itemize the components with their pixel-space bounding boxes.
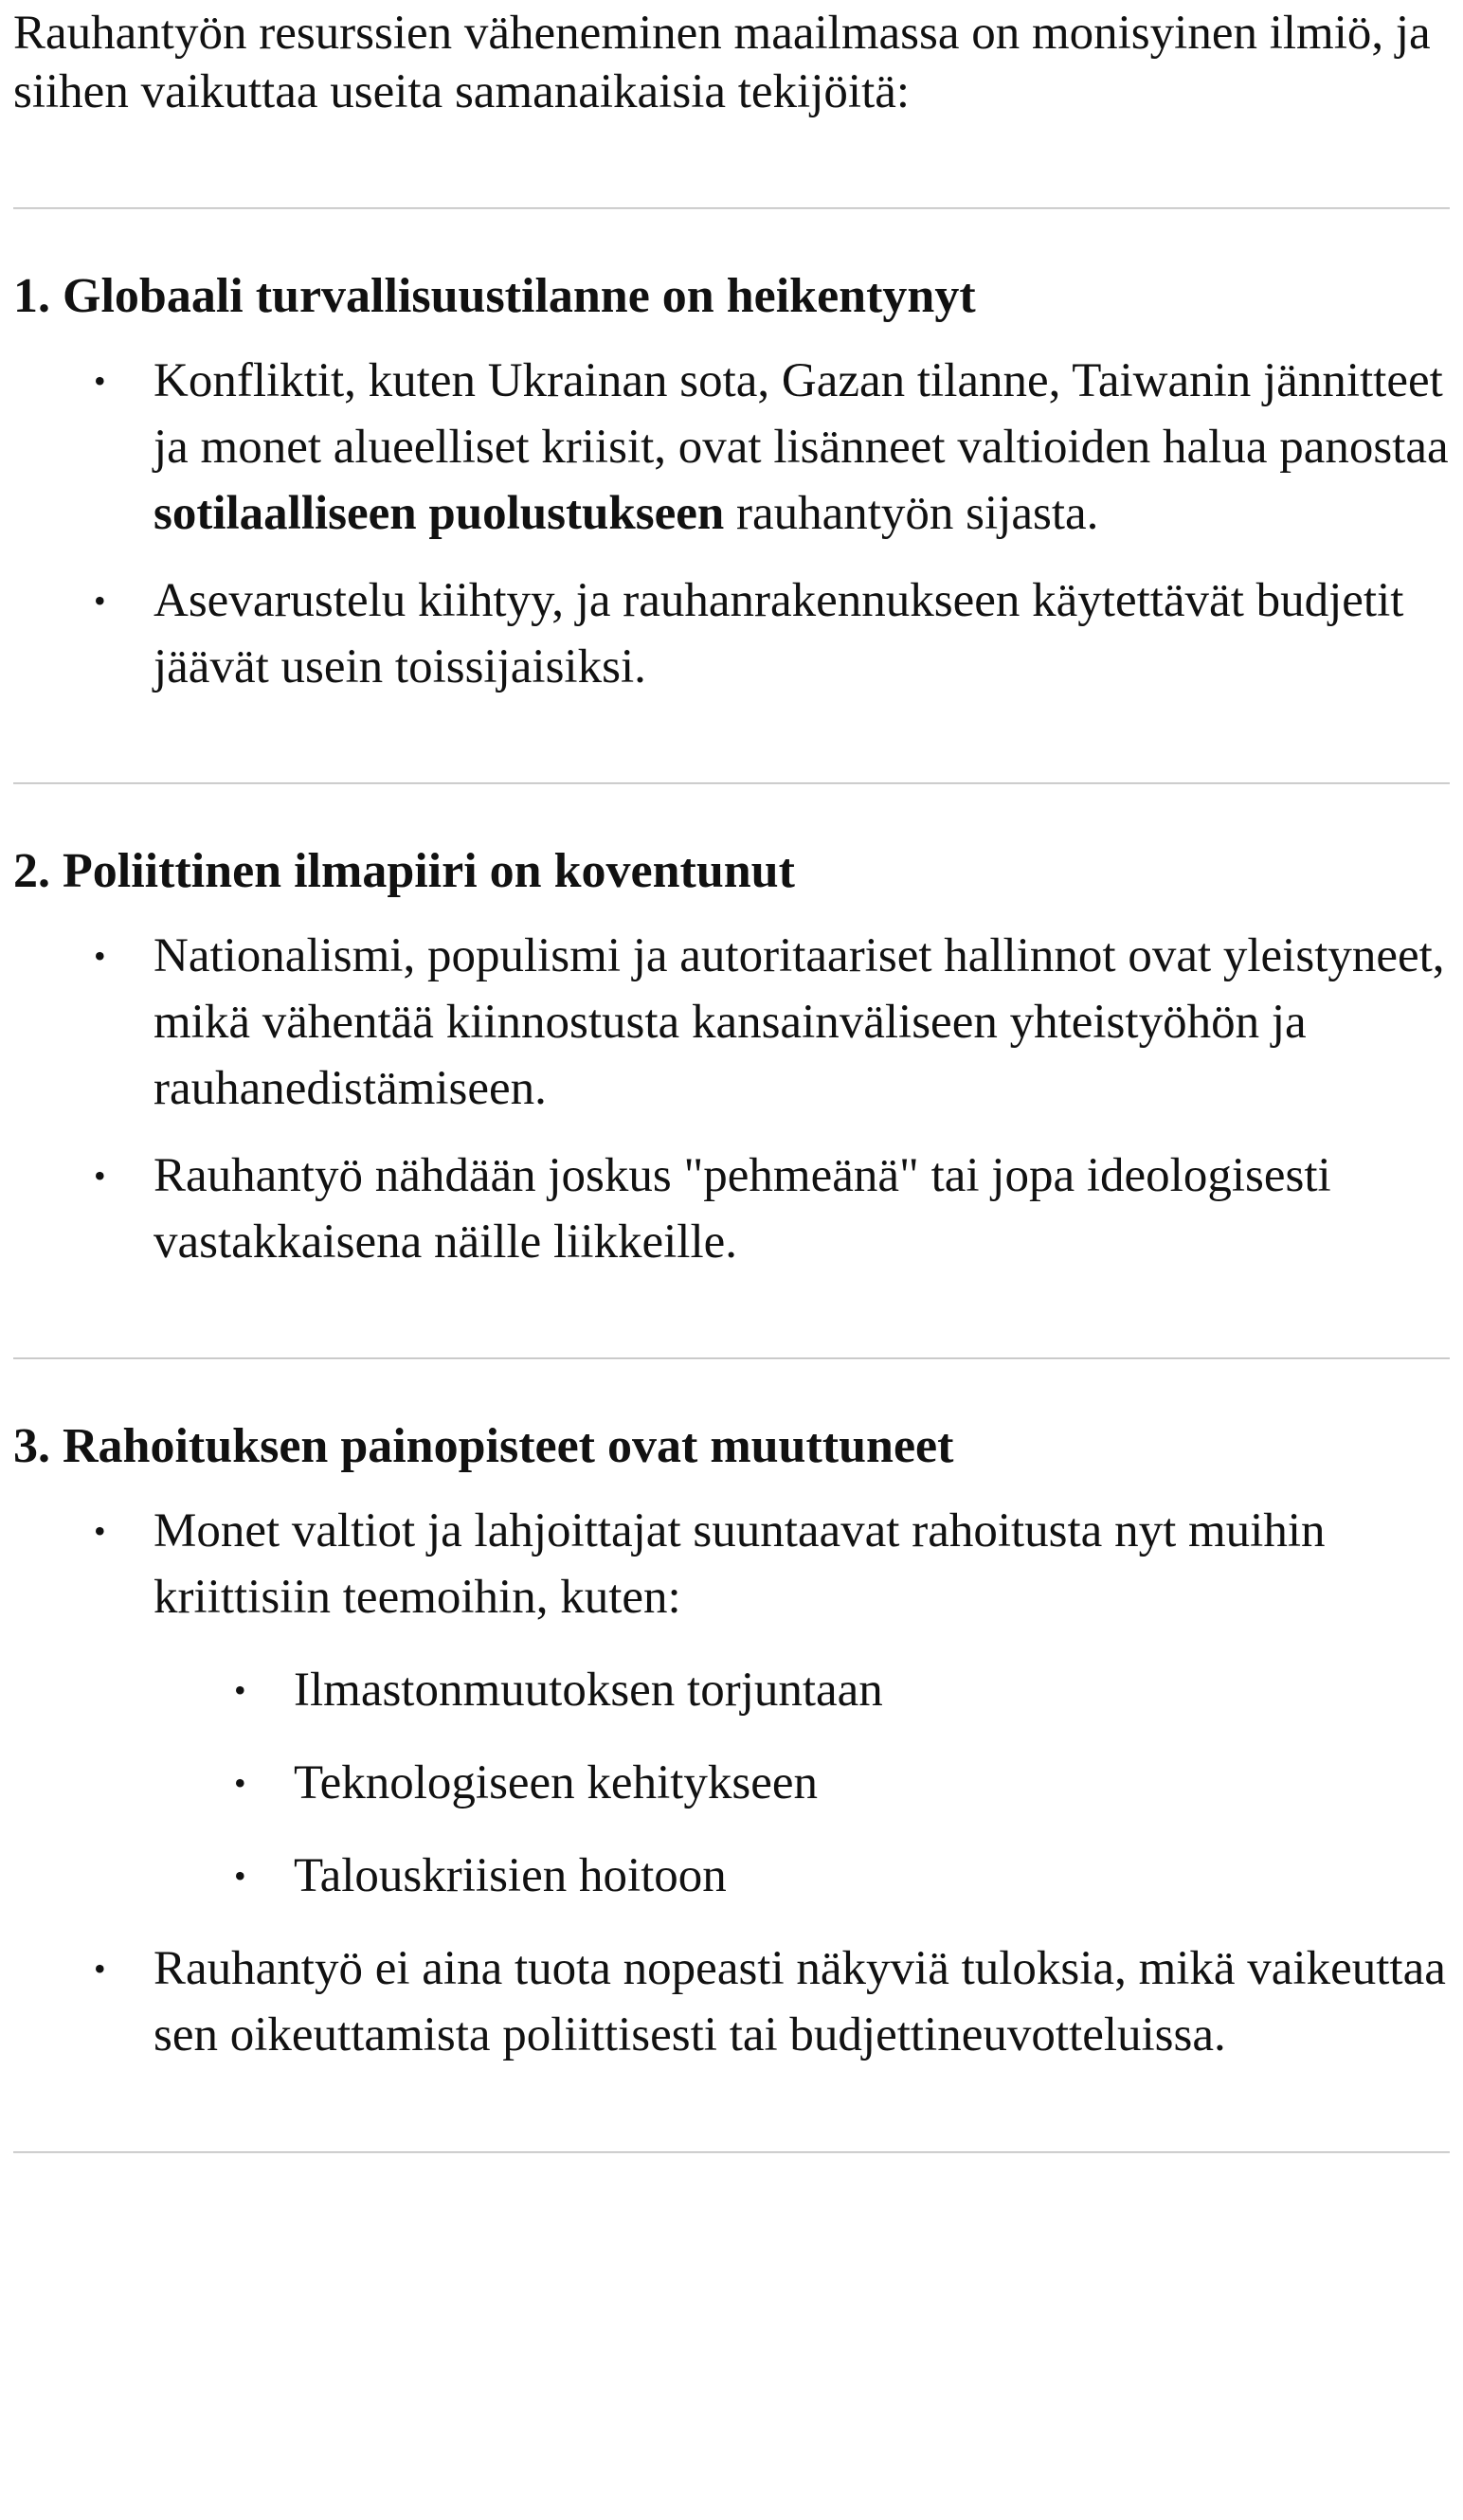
list-item-text: Konfliktit, kuten Ukrainan sota, Gazan tilanne, Taiwanin jännitteet ja monet alueelliset kriisit, ovat lisänneet valtioiden halua panostaa — [154, 354, 1449, 474]
list-item — [13, 1935, 1450, 2068]
section-divider — [13, 207, 1450, 209]
bullet-icon: • — [94, 362, 106, 400]
section-divider — [13, 2151, 1450, 2153]
list-item — [13, 1498, 1450, 1909]
list-item-text: Nationalismi, populismi ja autoritaariset hallinnot ovat yleistyneet, mikä vähentää kiinnostusta kansainväliseen yhteistyöhön ja rauhanedistämiseen. — [154, 929, 1445, 1115]
bullet-icon: • — [94, 1950, 106, 1988]
bullet-icon: • — [234, 1671, 246, 1709]
nested-list-item-text: Ilmastonmuutoksen torjuntaan — [294, 1664, 883, 1717]
list-item-text: Rauhantyö ei aina tuota nopeasti näkyviä tuloksia, mikä vaikeuttaa sen oikeuttamista poliittisesti tai budjettineuvotteluissa. — [154, 1942, 1446, 2061]
section-heading-2: 2. Poliittinen ilmapiiri on koventunut — [13, 844, 795, 898]
bullet-icon: • — [234, 1764, 246, 1802]
intro-paragraph: Rauhantyön resurssien väheneminen maailmassa on monisyinen ilmiö, ja siihen vaikuttaa useita samanaikaisia tekijöitä: — [13, 7, 1431, 118]
nested-list-item — [13, 1750, 1450, 1816]
list-item-text: Asevarustelu kiihtyy, ja rauhanrakennukseen käytettävät budjetit jäävät usein toissijaisiksi. — [154, 574, 1404, 693]
list-item-text: Rauhantyö nähdään joskus "pehmeänä" tai jopa ideologisesti vastakkaisena näille liikkeille. — [154, 1149, 1331, 1269]
nested-list-item-text: Talouskriisien hoitoon — [294, 1849, 727, 1902]
list-item-emphasis: sotilaalliseen puolustukseen — [154, 487, 725, 540]
bullet-icon: • — [94, 1512, 106, 1550]
section-heading-3: 3. Rahoituksen painopisteet ovat muuttuneet — [13, 1419, 954, 1473]
section-heading-1: 1. Globaali turvallisuustilanne on heikentynyt — [13, 269, 976, 323]
section-1-list — [13, 348, 1450, 700]
document — [13, 0, 1450, 2153]
list-item — [13, 1143, 1450, 1275]
bullet-icon: • — [94, 937, 106, 975]
nested-list-item — [13, 1843, 1450, 1909]
list-item-text: rauhantyön sijasta. — [724, 487, 1099, 540]
nested-list-item — [13, 1657, 1450, 1723]
list-item — [13, 567, 1450, 700]
bullet-icon: • — [94, 582, 106, 620]
list-item — [13, 348, 1450, 547]
bullet-icon: • — [94, 1157, 106, 1195]
section-divider — [13, 1358, 1450, 1359]
section-divider — [13, 783, 1450, 784]
bullet-icon: • — [234, 1857, 246, 1895]
nested-list-item-text: Teknologiseen kehitykseen — [294, 1756, 819, 1809]
list-item — [13, 923, 1450, 1122]
nested-list — [13, 1657, 1450, 1909]
section-2-list — [13, 923, 1450, 1275]
list-item-text: Monet valtiot ja lahjoittajat suuntaavat rahoitusta nyt muihin kriittisiin teemoihin, kuten: — [154, 1504, 1326, 1624]
section-3-list — [13, 1498, 1450, 2068]
